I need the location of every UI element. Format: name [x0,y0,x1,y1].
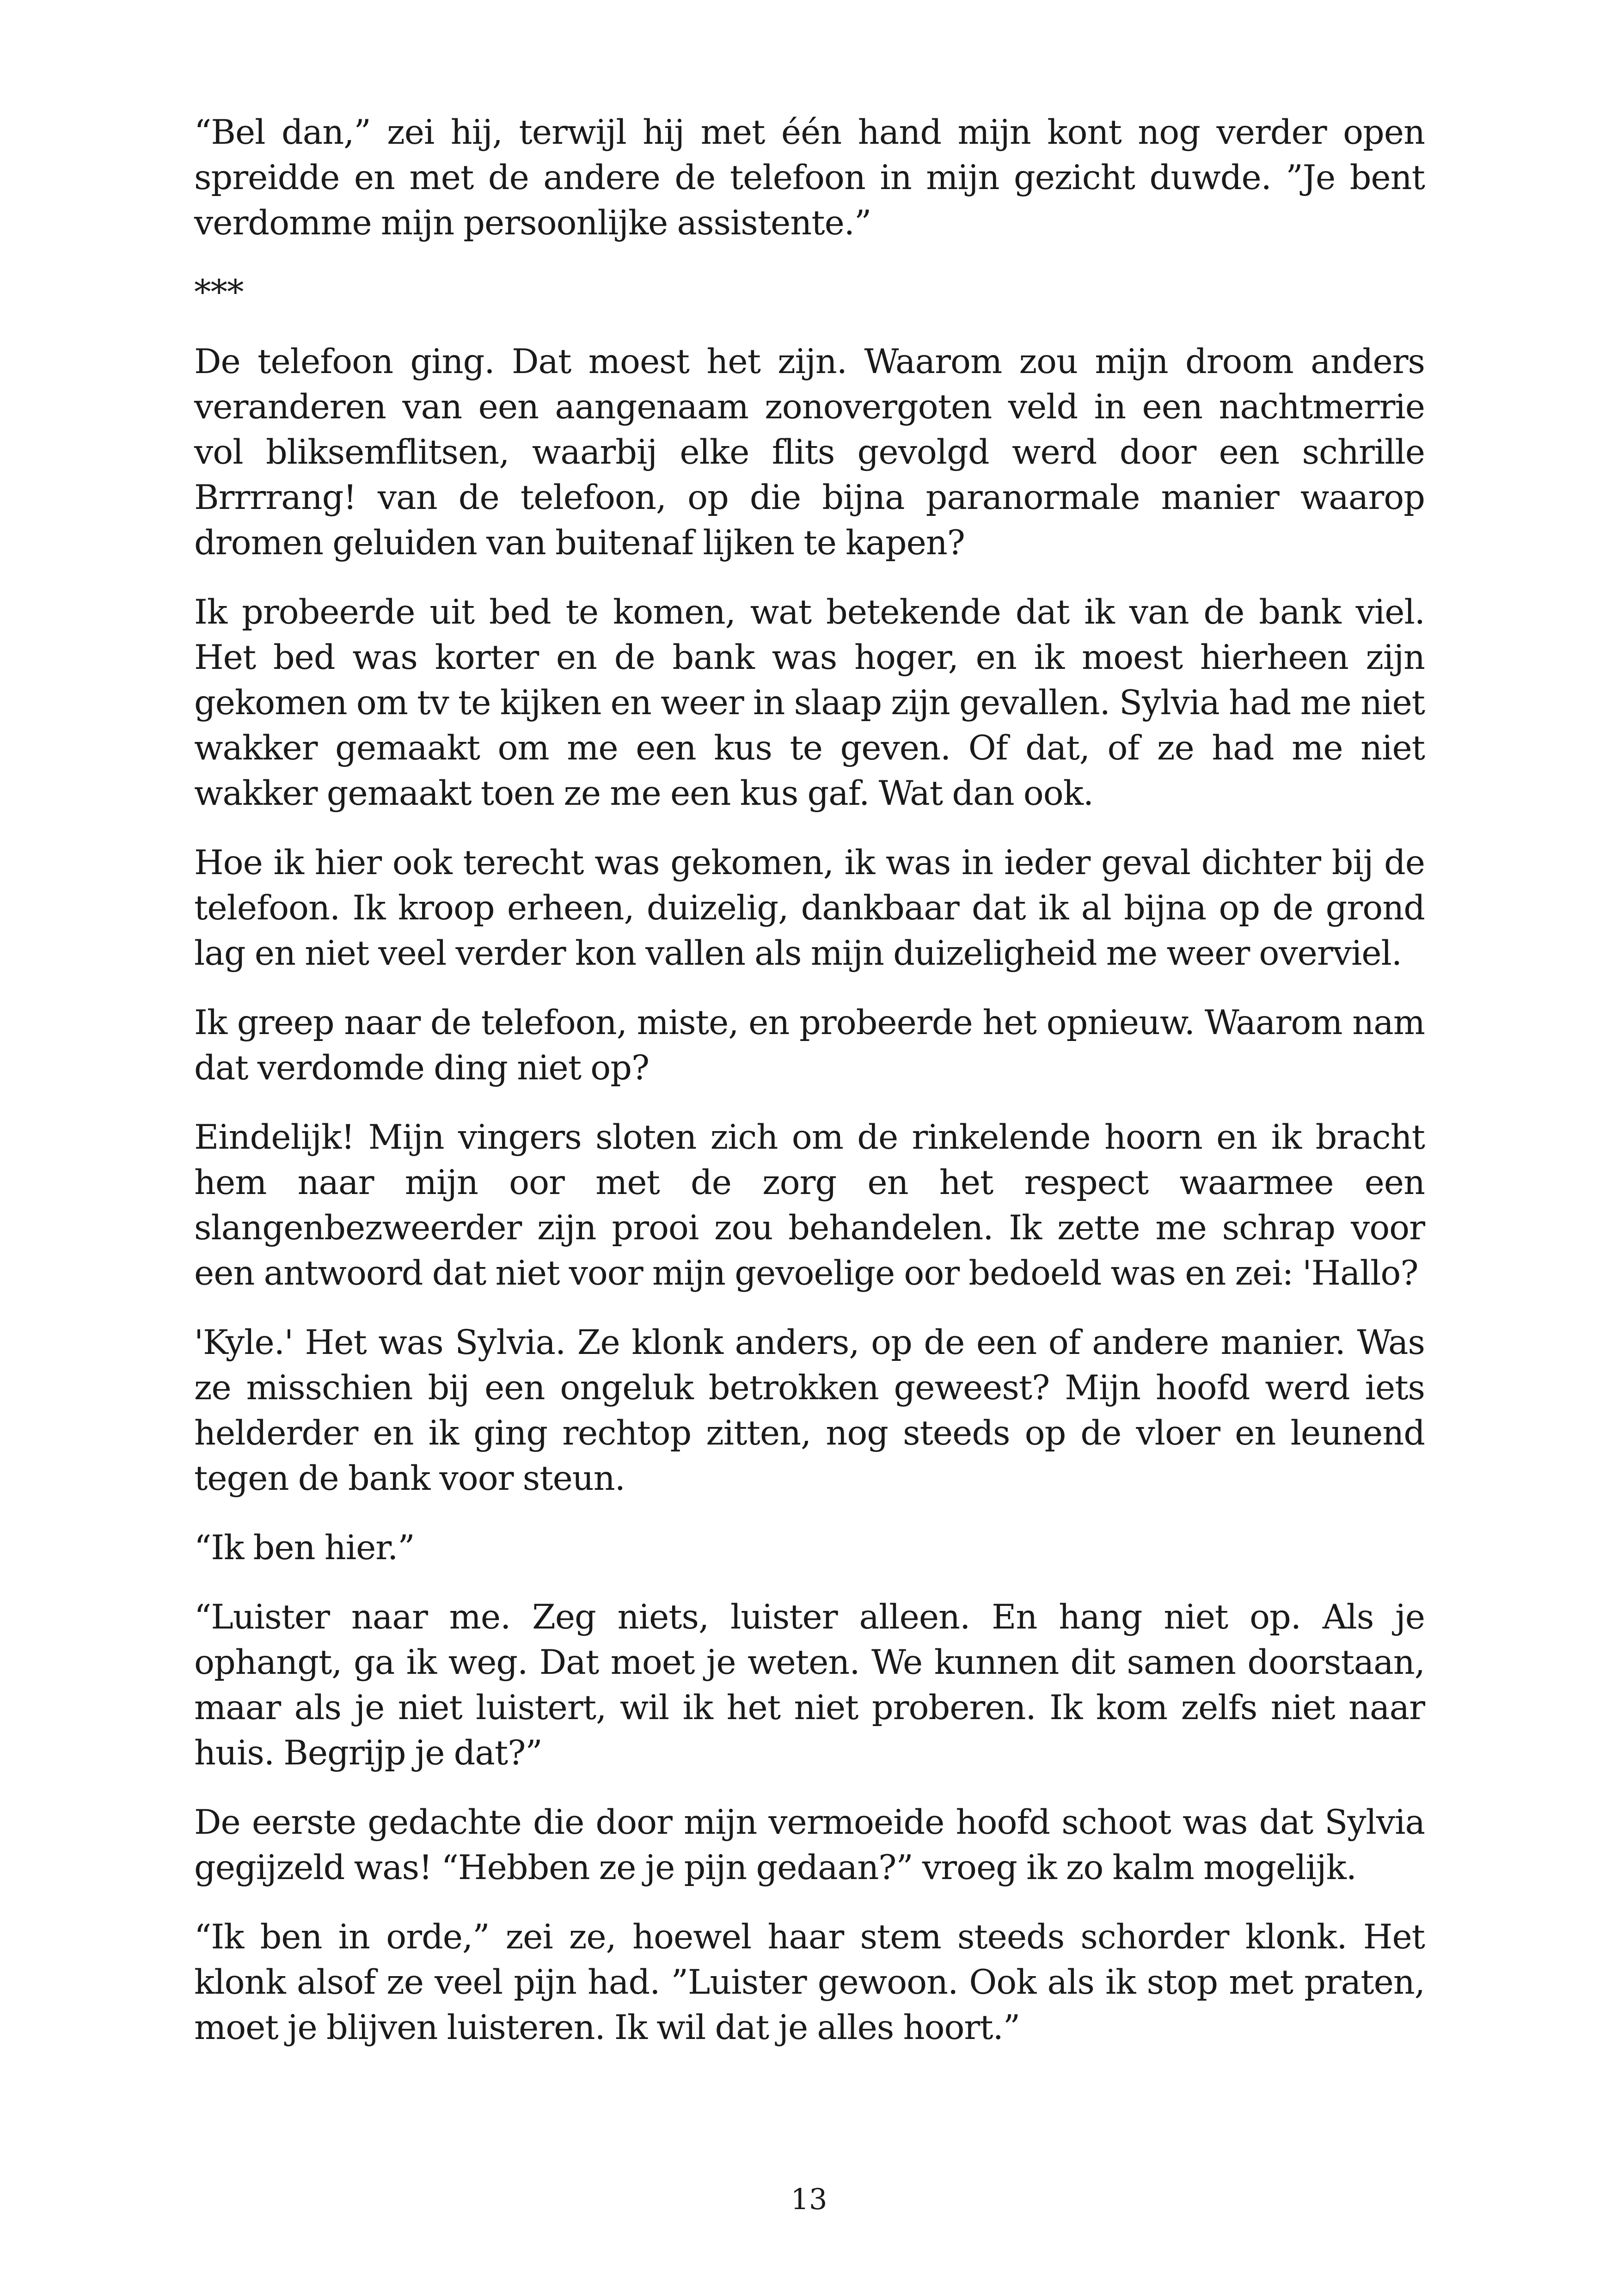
paragraph-6: Eindelijk! Mijn vingers sloten zich om de rinkelende hoorn en ik bracht hem naar mijn oor met de zorg en het respect waarmee een slangenbezweerder zijn prooi zou behandelen. Ik zette me schrap voor een antwoord dat niet voor mijn gevoelige oor bedoeld was en zei: 'Hallo? [194,1118,1425,1293]
paragraph-8: “Ik ben hier.” [194,1528,415,1567]
scene-separator: *** [194,273,244,312]
paragraph-5: Ik greep naar de telefoon, miste, en probeerde het opnieuw. Waarom nam dat verdomde ding niet op? [194,1003,1425,1088]
paragraph-4: Hoe ik hier ook terecht was gekomen, ik was in ieder geval dichter bij de telefoon. Ik kroop erheen, duizelig, dankbaar dat ik al bijna op de grond lag en niet veel verder kon vallen als mijn duizeligheid me weer overviel. [194,843,1425,973]
paragraph-3: Ik probeerde uit bed te komen, wat betekende dat ik van de bank viel. Het bed was korter en de bank was hoger, en ik moest hierheen zijn gekomen om tv te kijken en weer in slaap zijn gevallen. Sylvia had me niet wakker gemaakt om me een kus te geven. Of dat, of ze had me niet wakker gemaakt toen ze me een kus gaf. Wat dan ook. [194,593,1425,813]
paragraph-9: “Luister naar me. Zeg niets, luister alleen. En hang niet op. Als je ophangt, ga ik weg. Dat moet je weten. We kunnen dit samen doorstaan, maar als je niet luistert, wil ik het niet proberen. Ik kom zelfs niet naar huis. Begrijp je dat?” [194,1598,1425,1773]
paragraph-1: “Bel dan,” zei hij, terwijl hij met één hand mijn kont nog verder open spreidde en met de andere de telefoon in mijn gezicht duwde. ”Je bent verdomme mijn persoonlijke assistente.” [194,113,1425,243]
page-number: 13 [791,2182,827,2216]
paragraph-7: 'Kyle.' Het was Sylvia. Ze klonk anders, op de een of andere manier. Was ze misschien bij een ongeluk betrokken geweest? Mijn hoofd werd iets helderder en ik ging rechtop zitten, nog steeds op de vloer en leunend tegen de bank voor steun. [194,1323,1425,1498]
paragraph-2: De telefoon ging. Dat moest het zijn. Waarom zou mijn droom anders veranderen van een aangenaam zonovergoten veld in een nachtmerrie vol bliksemflitsen, waarbij elke flits gevolgd werd door een schrille Brrrrang! van de telefoon, op die bijna paranormale manier waarop dromen geluiden van buitenaf lijken te kapen? [194,342,1425,563]
paragraph-11: “Ik ben in orde,” zei ze, hoewel haar stem steeds schorder klonk. Het klonk alsof ze veel pijn had. ”Luister gewoon. Ook als ik stop met praten, moet je blijven luisteren. Ik wil dat je alles hoort.” [194,1917,1425,2047]
page-body [194,110,1425,2075]
paragraph-10: De eerste gedachte die door mijn vermoeide hoofd schoot was dat Sylvia gegijzeld was! “Hebben ze je pijn gedaan?” vroeg ik zo kalm mogelijk. [194,1803,1425,1887]
